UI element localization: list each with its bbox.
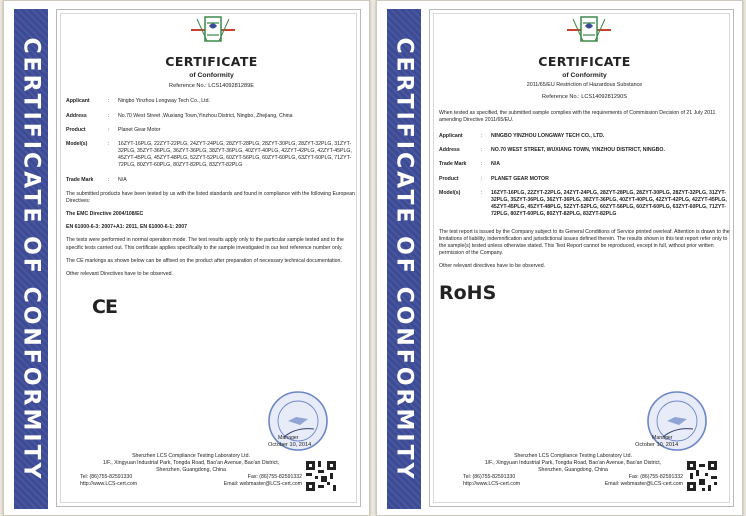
trademark-value: N/A — [491, 161, 500, 168]
standards-list: EN 61000-6-3: 2007+A1: 2011, EN 61000-6-1: 2007 — [66, 224, 187, 231]
lab-city: Shenzhen, Guangdong, China — [538, 467, 608, 474]
other-directives-paragraph: Other relevant Directives have to be observed. — [66, 270, 173, 277]
applicant-label: Applicant — [66, 98, 90, 105]
issue-date: October 10, 2014 — [635, 442, 679, 448]
manager-label: Manager — [652, 435, 673, 441]
address-value: No.70 West Street ,Wuxiang Town,Yinzhou District, Ningbo, Zhejiang, China — [118, 112, 293, 119]
applicant-value: Ningbo Yinzhou Longway Tech Co., Ltd. — [118, 98, 210, 105]
side-band-text: CERTIFICATE OF CONFORMITY — [18, 36, 44, 482]
lab-email[interactable]: Email: webmaster@LCS-cert.com — [223, 481, 302, 488]
lab-tel: Tel: (86)755-82591330 — [463, 474, 516, 481]
directive-subtitle: 2011/65/EU Restriction of Hazardous Substance — [526, 81, 643, 88]
lab-footer — [80, 453, 302, 488]
certificate-subtitle: of Conformity — [189, 72, 234, 80]
trademark-row: Trade Mark : N/A — [66, 177, 357, 184]
lab-name: Shenzhen LCS Compliance Testing Laboratory Ltd. — [132, 453, 250, 459]
trademark-label: Trade Mark — [66, 176, 94, 183]
directive-name: The EMC Directive 2004/108/EC — [66, 211, 144, 218]
lab-city: Shenzhen, Guangdong, China — [156, 467, 226, 474]
lab-fax: Fax: (86)755-82591332 — [247, 474, 302, 481]
lab-fax: Fax: (86)755-82591332 — [628, 474, 683, 481]
compliance-paragraph: The submitted products have been tested by us with the listed standards and found in compliance with the following European Directives: — [66, 190, 355, 204]
trademark-row: Trade Mark : N/A — [439, 161, 730, 168]
applicant-label: Applicant — [439, 133, 463, 140]
side-band — [14, 9, 48, 509]
reference-number: Reference No.: LCS1409281290S — [542, 94, 627, 101]
product-value: PLANET GEAR MOTOR — [491, 175, 549, 182]
rohs-certificate — [376, 0, 743, 516]
lcs-logo-icon — [567, 15, 611, 45]
ce-marking-paragraph: The CE markings as shown below can be affixed on the product after preparation of necessary technical documentation. — [66, 257, 342, 264]
lab-address: 1/F., Xingyuan Industrial Park, Tongda Road, Bao'an Avenue, Bao'an District, — [484, 460, 662, 467]
issue-date: October 10, 2014 — [268, 442, 312, 448]
intro-paragraph: When tested as specified, the submitted sample complies with the requirements of Commission Decision of 21 July 2011 amending Directive 2011/65/EU. — [439, 109, 716, 123]
product-label: Product — [439, 175, 459, 182]
side-band-text: CERTIFICATE OF CONFORMITY — [391, 36, 417, 482]
certificate-title: CERTIFICATE — [538, 54, 631, 69]
address-label: Address — [439, 147, 460, 154]
ce-mark: CE — [92, 296, 117, 319]
reference-number: Reference No.: LCS1409281289E — [169, 82, 254, 89]
lcs-logo-icon — [191, 15, 235, 45]
product-row: Product : PLANET GEAR MOTOR — [439, 176, 730, 183]
models-row: Model(s) : 16ZYT-16PLG, 22ZYT-22PLG, 24ZYT-24PLG, 28ZYT-28PLG, 28ZYT-30PLG, 28ZYT-32PLG, 31ZYT-32PLG, 35ZYT-36PLG, 36ZYT-36PLG, 38ZYT-36PLG, 40ZYT-40PLG, 42ZYT-42PLG, 42ZYT-45PLG, 45ZYT-45PLG, 45ZYT-48PLG, 52ZYT-52PLG, 60ZYT-56PLG, 60ZYT-60PLG, 63ZYT-60PLG, 71ZYT-72PLG, 80ZYT-60PLG, 80ZYT-82PLG, 83ZYT-82PLG — [66, 141, 357, 170]
models-value: 16ZYT-16PLG, 22ZYT-22PLG, 24ZYT-24PLG, 28ZYT-28PLG, 28ZYT-30PLG, 28ZYT-32PLG, 31ZYT-32PLG, 35ZYT-36PLG, 36ZYT-36PLG, 38ZYT-36PLG, 40ZYT-40PLG, 42ZYT-42PLG, 42ZYT-45PLG, 45ZYT-45PLG, 45ZYT-48PLG, 52ZYT-52PLG, 60ZYT-56PLG, 60ZYT-60PLG, 63ZYT-60PLG, 71ZYT-72PLG, 80ZYT-60PLG, 80ZYT-82PLG, 83ZYT-82PLG — [491, 189, 727, 218]
applicant-row: Applicant : Ningbo Yinzhou Longway Tech Co., Ltd. — [66, 98, 357, 105]
trademark-value: N/A — [118, 176, 127, 183]
lab-tel: Tel: (86)755-82591330 — [80, 474, 133, 481]
applicant-row: Applicant : NINGBO YINZHOU LONGWAY TECH CO., LTD. — [439, 133, 730, 140]
product-value: Planet Gear Motor — [118, 126, 161, 133]
certificate-body — [66, 53, 357, 320]
models-label: Model(s) — [66, 140, 88, 147]
ce-certificate — [3, 0, 370, 516]
qr-code-icon — [687, 461, 717, 491]
lab-website-link[interactable]: http://www.LCS-cert.com — [463, 481, 521, 488]
qr-code-icon — [306, 461, 336, 491]
product-row: Product : Planet Gear Motor — [66, 127, 357, 134]
certificate-subtitle: of Conformity — [562, 72, 607, 80]
models-value: 16ZYT-16PLG, 22ZYT-22PLG, 24ZYT-24PLG, 28ZYT-28PLG, 28ZYT-30PLG, 28ZYT-32PLG, 31ZYT-32PLG, 35ZYT-36PLG, 36ZYT-36PLG, 38ZYT-36PLG, 40ZYT-40PLG, 42ZYT-42PLG, 42ZYT-45PLG, 45ZYT-45PLG, 45ZYT-48PLG, 52ZYT-52PLG, 60ZYT-56PLG, 60ZYT-60PLG, 63ZYT-60PLG, 71ZYT-72PLG, 80ZYT-60PLG, 80ZYT-82PLG, 83ZYT-82PLG — [118, 140, 352, 169]
certificate-body — [439, 53, 730, 307]
address-value: NO.70 WEST STREET, WUXIANG TOWN, YINZHOU DISTRICT, NINGBO. — [491, 147, 665, 154]
certificate-title: CERTIFICATE — [165, 54, 258, 69]
trademark-label: Trade Mark — [439, 161, 467, 168]
lab-address: 1/F., Xingyuan Industrial Park, Tongda Road, Bao'an Avenue, Bao'an District, — [102, 460, 280, 467]
models-row: Model(s) : 16ZYT-16PLG, 22ZYT-22PLG, 24ZYT-24PLG, 28ZYT-28PLG, 28ZYT-30PLG, 28ZYT-32PLG, 31ZYT-32PLG, 35ZYT-36PLG, 36ZYT-36PLG, 38ZYT-36PLG, 40ZYT-40PLG, 42ZYT-42PLG, 42ZYT-45PLG, 45ZYT-45PLG, 45ZYT-48PLG, 52ZYT-52PLG, 60ZYT-56PLG, 60ZYT-60PLG, 63ZYT-60PLG, 71ZYT-72PLG, 80ZYT-60PLG, 80ZYT-82PLG, 83ZYT-82PLG — [439, 190, 730, 219]
report-conditions-paragraph: The test report is issued by the Company subject to its General Conditions of Service printed overleaf. Attention is drawn to the limitations of liability, indemnification and jurisdictional issues defined therein. The results shown in this test report refer only to the sample(s) tested unless otherwise stated. This Test Report cannot be reproduced, except in full, without prior written permission of the Company. — [439, 228, 730, 257]
address-row: Address : No.70 West Street ,Wuxiang Town,Yinzhou District, Ningbo, Zhejiang, China — [66, 113, 357, 120]
side-band — [387, 9, 421, 509]
address-label: Address — [66, 112, 87, 119]
manager-label: Manager — [278, 435, 299, 441]
lab-email[interactable]: Email: webmaster@LCS-cert.com — [604, 481, 683, 488]
other-directives-paragraph: Other relevant directives have to be observed. — [439, 263, 546, 270]
models-label: Model(s) — [439, 189, 461, 196]
test-mode-paragraph: The tests were performed in normal operation mode. The test results apply only to the particular sample tested and to the specific tests carried out. This certificate applies specifically to the sample investigated in our test reference number only. — [66, 237, 344, 251]
product-label: Product — [66, 126, 86, 133]
address-row: Address : NO.70 WEST STREET, WUXIANG TOWN, YINZHOU DISTRICT, NINGBO. — [439, 147, 730, 154]
lab-footer — [463, 453, 683, 488]
rohs-mark: RoHS — [439, 282, 497, 305]
applicant-value: NINGBO YINZHOU LONGWAY TECH CO., LTD. — [491, 133, 605, 140]
lab-name: Shenzhen LCS Compliance Testing Laboratory Ltd. — [514, 453, 632, 459]
lab-website-link[interactable]: http://www.LCS-cert.com — [80, 481, 138, 488]
